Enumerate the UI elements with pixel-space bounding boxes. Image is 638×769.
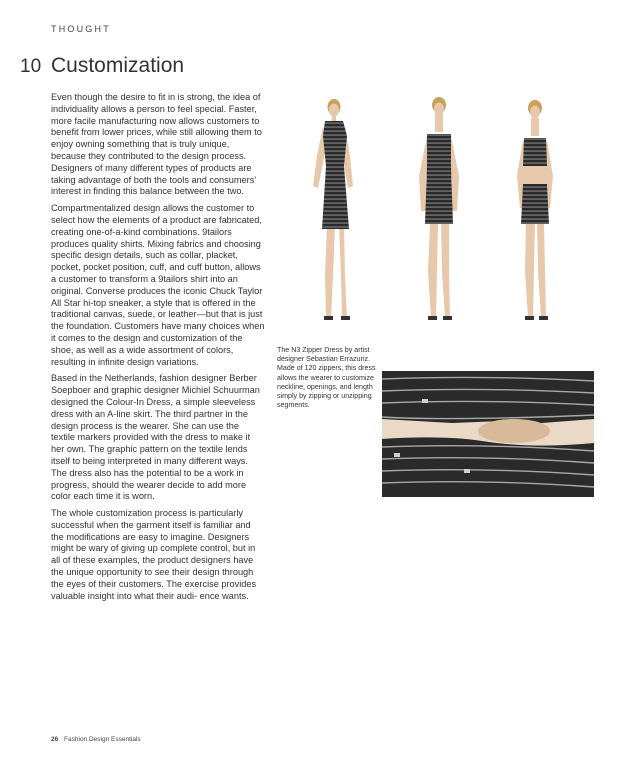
- section-label: THOUGHT: [51, 24, 111, 34]
- footer: [51, 736, 141, 743]
- dress-center: [425, 134, 453, 224]
- paragraph: The whole customization process is particularly successful when the garment itself is familiar and the modifications are easy to imagine. Designers might be wary of giving up complete control, but in all of these examples, the product designers have the unique opportunity to see their design through the eyes of their customers. The exercise provides valuable insight into what their audi- ence wants.: [51, 508, 257, 601]
- page-title: Customization: [51, 54, 185, 77]
- dress-right-skirt: [521, 184, 549, 224]
- paragraph: Even though the desire to fit in is strong, the idea of individuality allows a person to feel special. Faster, more facile manufacturing now allows customers to benefit from lower prices, while still allowing them to enjoy owning something that is truly unique, because they contributed to the design process. Designers of many different types of products are taking advantage of both the tools and consumers’ interest in finding this balance between the two.: [51, 92, 262, 197]
- zipper-dress-models-photo: [287, 96, 591, 334]
- paragraph: Compartmentalized design allows the customer to select how the elements of a product are fabricated, creating one-of-a-kind combinations. 9tailors produces quality shirts. Mixing fabrics and choosing specific design details, such as collar, placket, pocket, pocket position, cuff, and cuff button, allows a customer to transform a 9tailors shirt into an original. Converse produces the iconic Chuck Taylor All Star hi-top sneaker, a style that is offered in the traditional canvas, suede, or leather—but that is just the foundation. Customers have many choices when it comes to the design and customization of the shoe, as well as a wide assortment of colors, resulting in infinite design variations.: [51, 203, 265, 367]
- dress-right-top: [523, 138, 547, 166]
- chapter-number: 10: [20, 56, 42, 77]
- book-title: Fashion Design Essentials: [64, 736, 141, 743]
- zipper-detail-photo: [382, 371, 594, 497]
- paragraph: Based in the Netherlands, fashion designer Berber Soepboer and graphic designer Michiel Schuurman designed the Colour-In Dress, a simple sleeveless dress with an A-line skirt. The third partner in the design process is the wearer. She can use the textile markers provided with the dress to make it her own. The graphic pattern on the textile lends itself to being interpreted in many different ways. The dress also has the potential to be a work in progress, should the wearer decide to add more color each time it is worn.: [51, 373, 260, 502]
- photo-caption: The N3 Zipper Dress by artist designer Sebastian Errazuriz. Made of 120 zippers, this dress allows the wearer to customize neckline, openings, and length simply by zipping or unzipping segments.: [277, 346, 376, 410]
- page-number: 26: [51, 736, 59, 743]
- dress-left: [322, 121, 349, 229]
- body-text: [51, 92, 265, 607]
- shoes: [324, 316, 548, 320]
